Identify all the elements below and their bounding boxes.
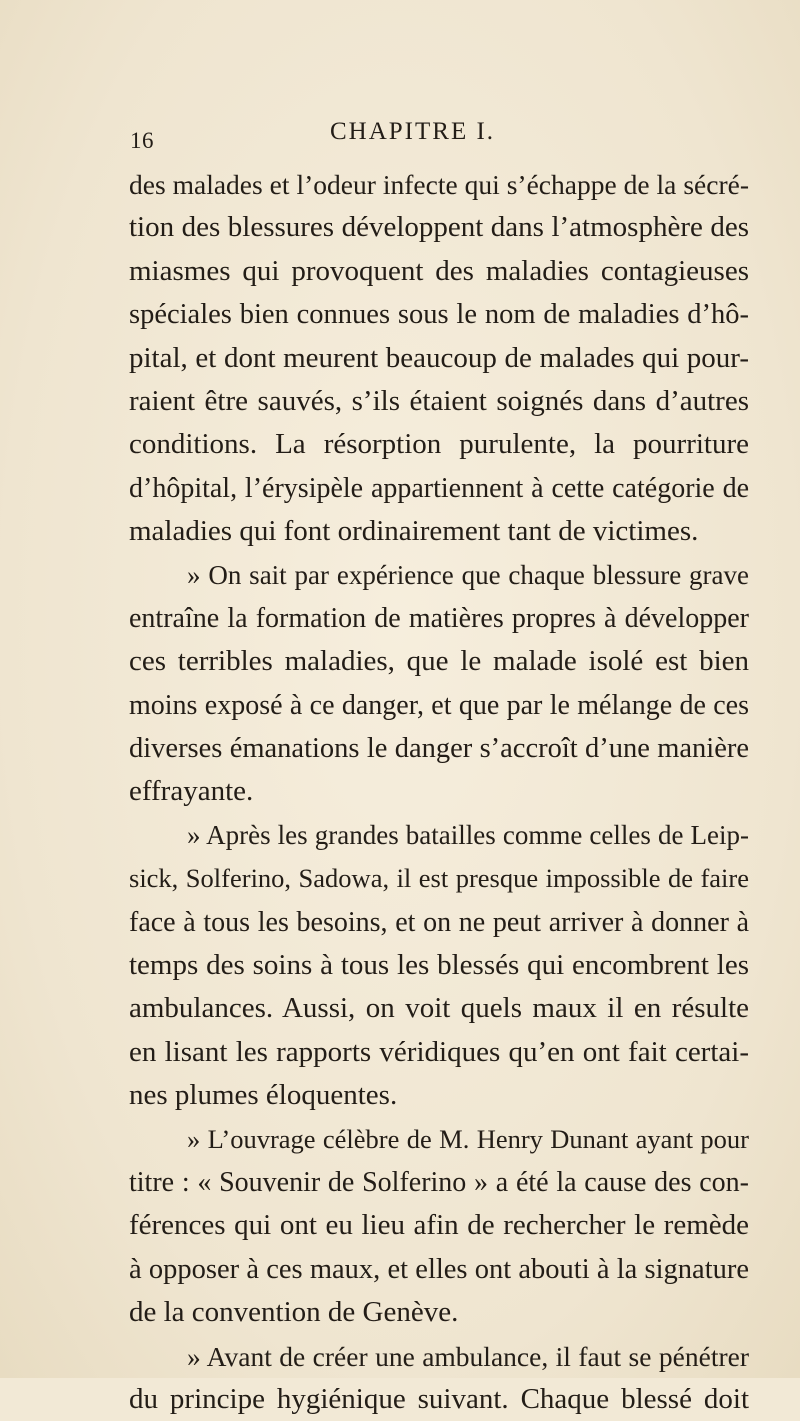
text-line: miasmes qui provoquent des maladies contagieuses: [129, 254, 749, 287]
text-line: maladies qui font ordinairement tant de victimes.: [129, 515, 699, 548]
text-line: diverses émanations le danger s’accroît d’une manière: [129, 733, 749, 765]
text-line: raient être sauvés, s’ils étaient soignés dans d’autres: [129, 384, 749, 417]
text-line: » Après les grandes batailles comme celles de Leip-: [187, 819, 749, 850]
text-line: effrayante.: [129, 775, 254, 808]
text-line: face à tous les besoins, et on ne peut arriver à donner à: [129, 906, 749, 938]
text-line: des malades et l’odeur infecte qui s’échappe de la sécré-: [129, 169, 749, 200]
text-line: moins exposé à ce danger, et que par le mélange de ces: [129, 689, 749, 721]
text-line: pital, et dont meurent beaucoup de malades qui pour-: [129, 341, 749, 374]
text-line: » L’ouvrage célèbre de M. Henry Dunant ayant pour: [187, 1123, 749, 1154]
text-line: à opposer à ces maux, et elles ont abouti à la signature: [129, 1253, 749, 1285]
running-title: CHAPITRE I.: [330, 118, 496, 145]
text-line: temps des soins à tous les blessés qui encombrent les: [129, 949, 749, 982]
page-header: [130, 118, 750, 158]
text-line: en lisant les rapports véridiques qu’en ont fait certai-: [129, 1035, 749, 1068]
text-line: férences qui ont eu lieu afin de rechercher le remède: [129, 1209, 749, 1242]
text-line: nes plumes éloquentes.: [129, 1079, 398, 1112]
text-line: de la convention de Genève.: [129, 1296, 459, 1329]
text-line: sick, Solferino, Sadowa, il est presque impossible de faire: [129, 863, 749, 894]
text-line: » Avant de créer une ambulance, il faut se pénétrer: [187, 1340, 749, 1372]
text-line: du principe hygiénique suivant. Chaque blessé doit: [129, 1382, 749, 1415]
text-line: spéciales bien connues sous le nom de maladies d’hô-: [129, 299, 749, 331]
page-number: 16: [130, 128, 154, 153]
text-line: ambulances. Aussi, on voit quels maux il en résulte: [129, 992, 749, 1025]
text-line: ces terribles maladies, que le malade isolé est bien: [129, 645, 749, 678]
text-line: titre : « Souvenir de Solferino » a été la cause des con-: [129, 1166, 749, 1198]
text-line: tion des blessures développent dans l’atmosphère des: [129, 211, 749, 244]
text-line: » On sait par expérience que chaque blessure grave: [187, 559, 749, 590]
text-line: conditions. La résorption purulente, la pourriture: [129, 428, 749, 461]
text-line: entraîne la formation de matières propres à développer: [129, 602, 749, 634]
text-line: d’hôpital, l’érysipèle appartiennent à cette catégorie de: [129, 472, 749, 504]
body-text: [129, 163, 749, 1421]
